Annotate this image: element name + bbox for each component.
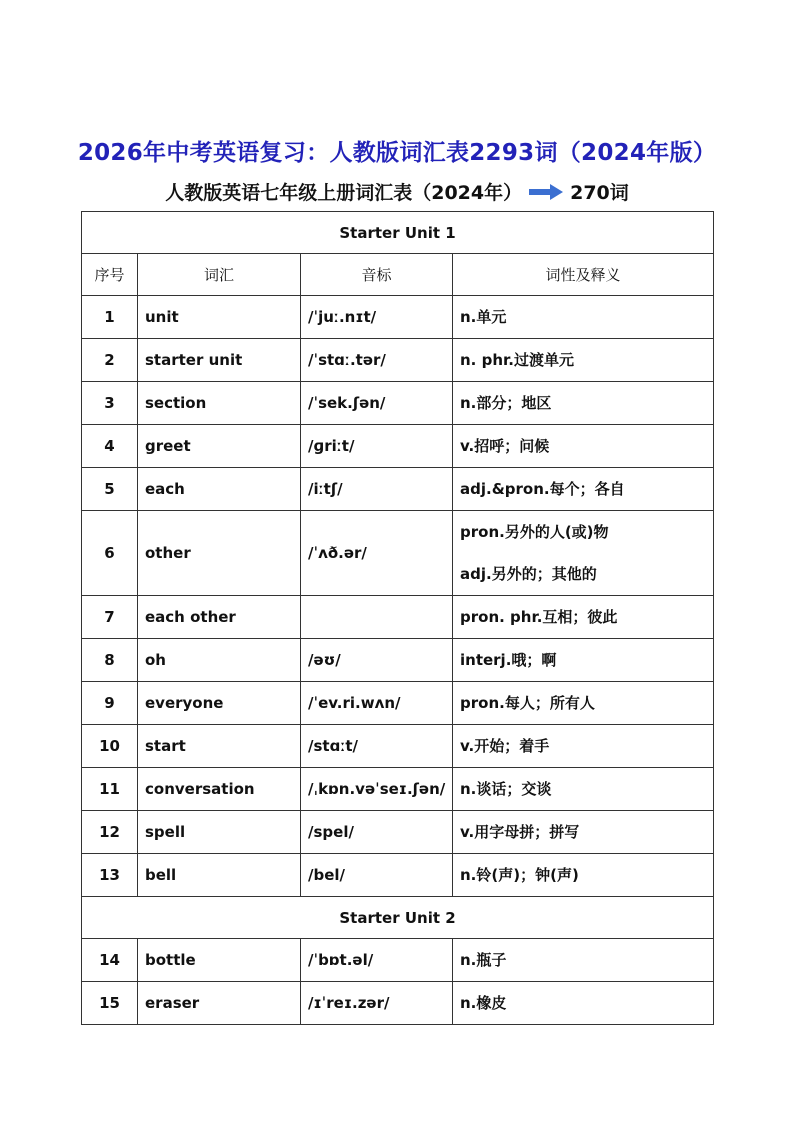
definition-cell xyxy=(453,425,714,468)
definition-line: v.用字母拼；拼写 xyxy=(460,823,580,841)
definition-cell xyxy=(453,339,714,382)
definition-line: adj.另外的；其他的 xyxy=(460,565,597,583)
header-word: 词汇 xyxy=(138,254,301,296)
phonetic-cell: /spel/ xyxy=(301,811,453,854)
definition-cell xyxy=(453,382,714,425)
word-cell: eraser xyxy=(138,982,301,1025)
word-cell: other xyxy=(138,511,301,596)
row-number: 1 xyxy=(82,296,138,339)
row-number: 12 xyxy=(82,811,138,854)
table-row xyxy=(82,639,714,682)
phonetic-cell: /iːtʃ/ xyxy=(301,468,453,511)
definition-cell xyxy=(453,682,714,725)
phonetic-cell: /ˈsek.ʃən/ xyxy=(301,382,453,425)
word-cell: each other xyxy=(138,596,301,639)
word-cell: spell xyxy=(138,811,301,854)
word-cell: start xyxy=(138,725,301,768)
phonetic-cell: /bel/ xyxy=(301,854,453,897)
row-number: 15 xyxy=(82,982,138,1025)
table-row xyxy=(82,296,714,339)
definition-line: n.瓶子 xyxy=(460,951,507,969)
column-header-row xyxy=(82,254,714,296)
word-count: 270词 xyxy=(570,182,629,204)
phonetic-cell: /ɡriːt/ xyxy=(301,425,453,468)
row-number: 5 xyxy=(82,468,138,511)
table-row xyxy=(82,982,714,1025)
definition-line: pron.每人；所有人 xyxy=(460,694,595,712)
definition-cell xyxy=(453,982,714,1025)
unit-title: Starter Unit 2 xyxy=(82,897,714,939)
header-phonetic: 音标 xyxy=(301,254,453,296)
definition-cell xyxy=(453,811,714,854)
definition-cell xyxy=(453,296,714,339)
definition-line: n.橡皮 xyxy=(460,994,507,1012)
definition-cell xyxy=(453,639,714,682)
definition-line: adj.&pron.每个；各自 xyxy=(460,480,625,498)
vocabulary-table xyxy=(81,211,714,1025)
phonetic-cell: /ˌkɒn.vəˈseɪ.ʃən/ xyxy=(301,768,453,811)
word-cell: section xyxy=(138,382,301,425)
word-cell: everyone xyxy=(138,682,301,725)
table-row xyxy=(82,682,714,725)
page-subtitle xyxy=(0,178,794,205)
table-row xyxy=(82,939,714,982)
definition-cell xyxy=(453,468,714,511)
word-cell: bell xyxy=(138,854,301,897)
table-row xyxy=(82,854,714,897)
table-row xyxy=(82,339,714,382)
row-number: 2 xyxy=(82,339,138,382)
table-row xyxy=(82,511,714,596)
subtitle-text: 人教版英语七年级上册词汇表（2024年） xyxy=(165,182,523,204)
phonetic-cell: /əʊ/ xyxy=(301,639,453,682)
header-definition: 词性及释义 xyxy=(453,254,714,296)
definition-line: v.招呼；问候 xyxy=(460,437,550,455)
unit-header-row xyxy=(82,212,714,254)
row-number: 7 xyxy=(82,596,138,639)
row-number: 10 xyxy=(82,725,138,768)
phonetic-cell: /stɑːt/ xyxy=(301,725,453,768)
unit-header-row xyxy=(82,897,714,939)
definition-line: n.铃(声)；钟(声) xyxy=(460,866,579,884)
word-cell: conversation xyxy=(138,768,301,811)
table-row xyxy=(82,425,714,468)
definition-line: n.谈话；交谈 xyxy=(460,780,552,798)
row-number: 3 xyxy=(82,382,138,425)
phonetic-cell: /ˈev.ri.wʌn/ xyxy=(301,682,453,725)
table-row xyxy=(82,382,714,425)
phonetic-cell: /ˈjuː.nɪt/ xyxy=(301,296,453,339)
definition-line: n. phr.过渡单元 xyxy=(460,351,574,369)
row-number: 8 xyxy=(82,639,138,682)
word-cell: greet xyxy=(138,425,301,468)
phonetic-cell: /ɪˈreɪ.zər/ xyxy=(301,982,453,1025)
row-number: 9 xyxy=(82,682,138,725)
definition-line: v.开始；着手 xyxy=(460,737,550,755)
definition-cell xyxy=(453,854,714,897)
row-number: 4 xyxy=(82,425,138,468)
unit-title: Starter Unit 1 xyxy=(82,212,714,254)
word-cell: starter unit xyxy=(138,339,301,382)
definition-cell xyxy=(453,596,714,639)
table-row xyxy=(82,468,714,511)
phonetic-cell: /ˈstɑː.tər/ xyxy=(301,339,453,382)
definition-line: pron.另外的人(或)物 xyxy=(460,523,609,541)
definition-line: pron. phr.互相；彼此 xyxy=(460,608,618,626)
row-number: 11 xyxy=(82,768,138,811)
table-row xyxy=(82,725,714,768)
table-row xyxy=(82,596,714,639)
table-row xyxy=(82,811,714,854)
row-number: 6 xyxy=(82,511,138,596)
definition-line: n.部分；地区 xyxy=(460,394,552,412)
definition-cell xyxy=(453,511,714,596)
definition-line: interj.哦；啊 xyxy=(460,651,557,669)
definition-cell xyxy=(453,768,714,811)
word-cell: each xyxy=(138,468,301,511)
row-number: 14 xyxy=(82,939,138,982)
header-number: 序号 xyxy=(82,254,138,296)
right-arrow-icon xyxy=(528,183,564,201)
definition-line: n.单元 xyxy=(460,308,507,326)
phonetic-cell: /ˈbɒt.əl/ xyxy=(301,939,453,982)
table-row xyxy=(82,768,714,811)
word-cell: oh xyxy=(138,639,301,682)
word-cell: unit xyxy=(138,296,301,339)
phonetic-cell: /ˈʌð.ər/ xyxy=(301,511,453,596)
row-number: 13 xyxy=(82,854,138,897)
word-cell: bottle xyxy=(138,939,301,982)
definition-cell xyxy=(453,725,714,768)
phonetic-cell xyxy=(301,596,453,639)
definition-cell xyxy=(453,939,714,982)
page-title: 2026年中考英语复习：人教版词汇表2293词（2024年版） xyxy=(77,140,717,166)
